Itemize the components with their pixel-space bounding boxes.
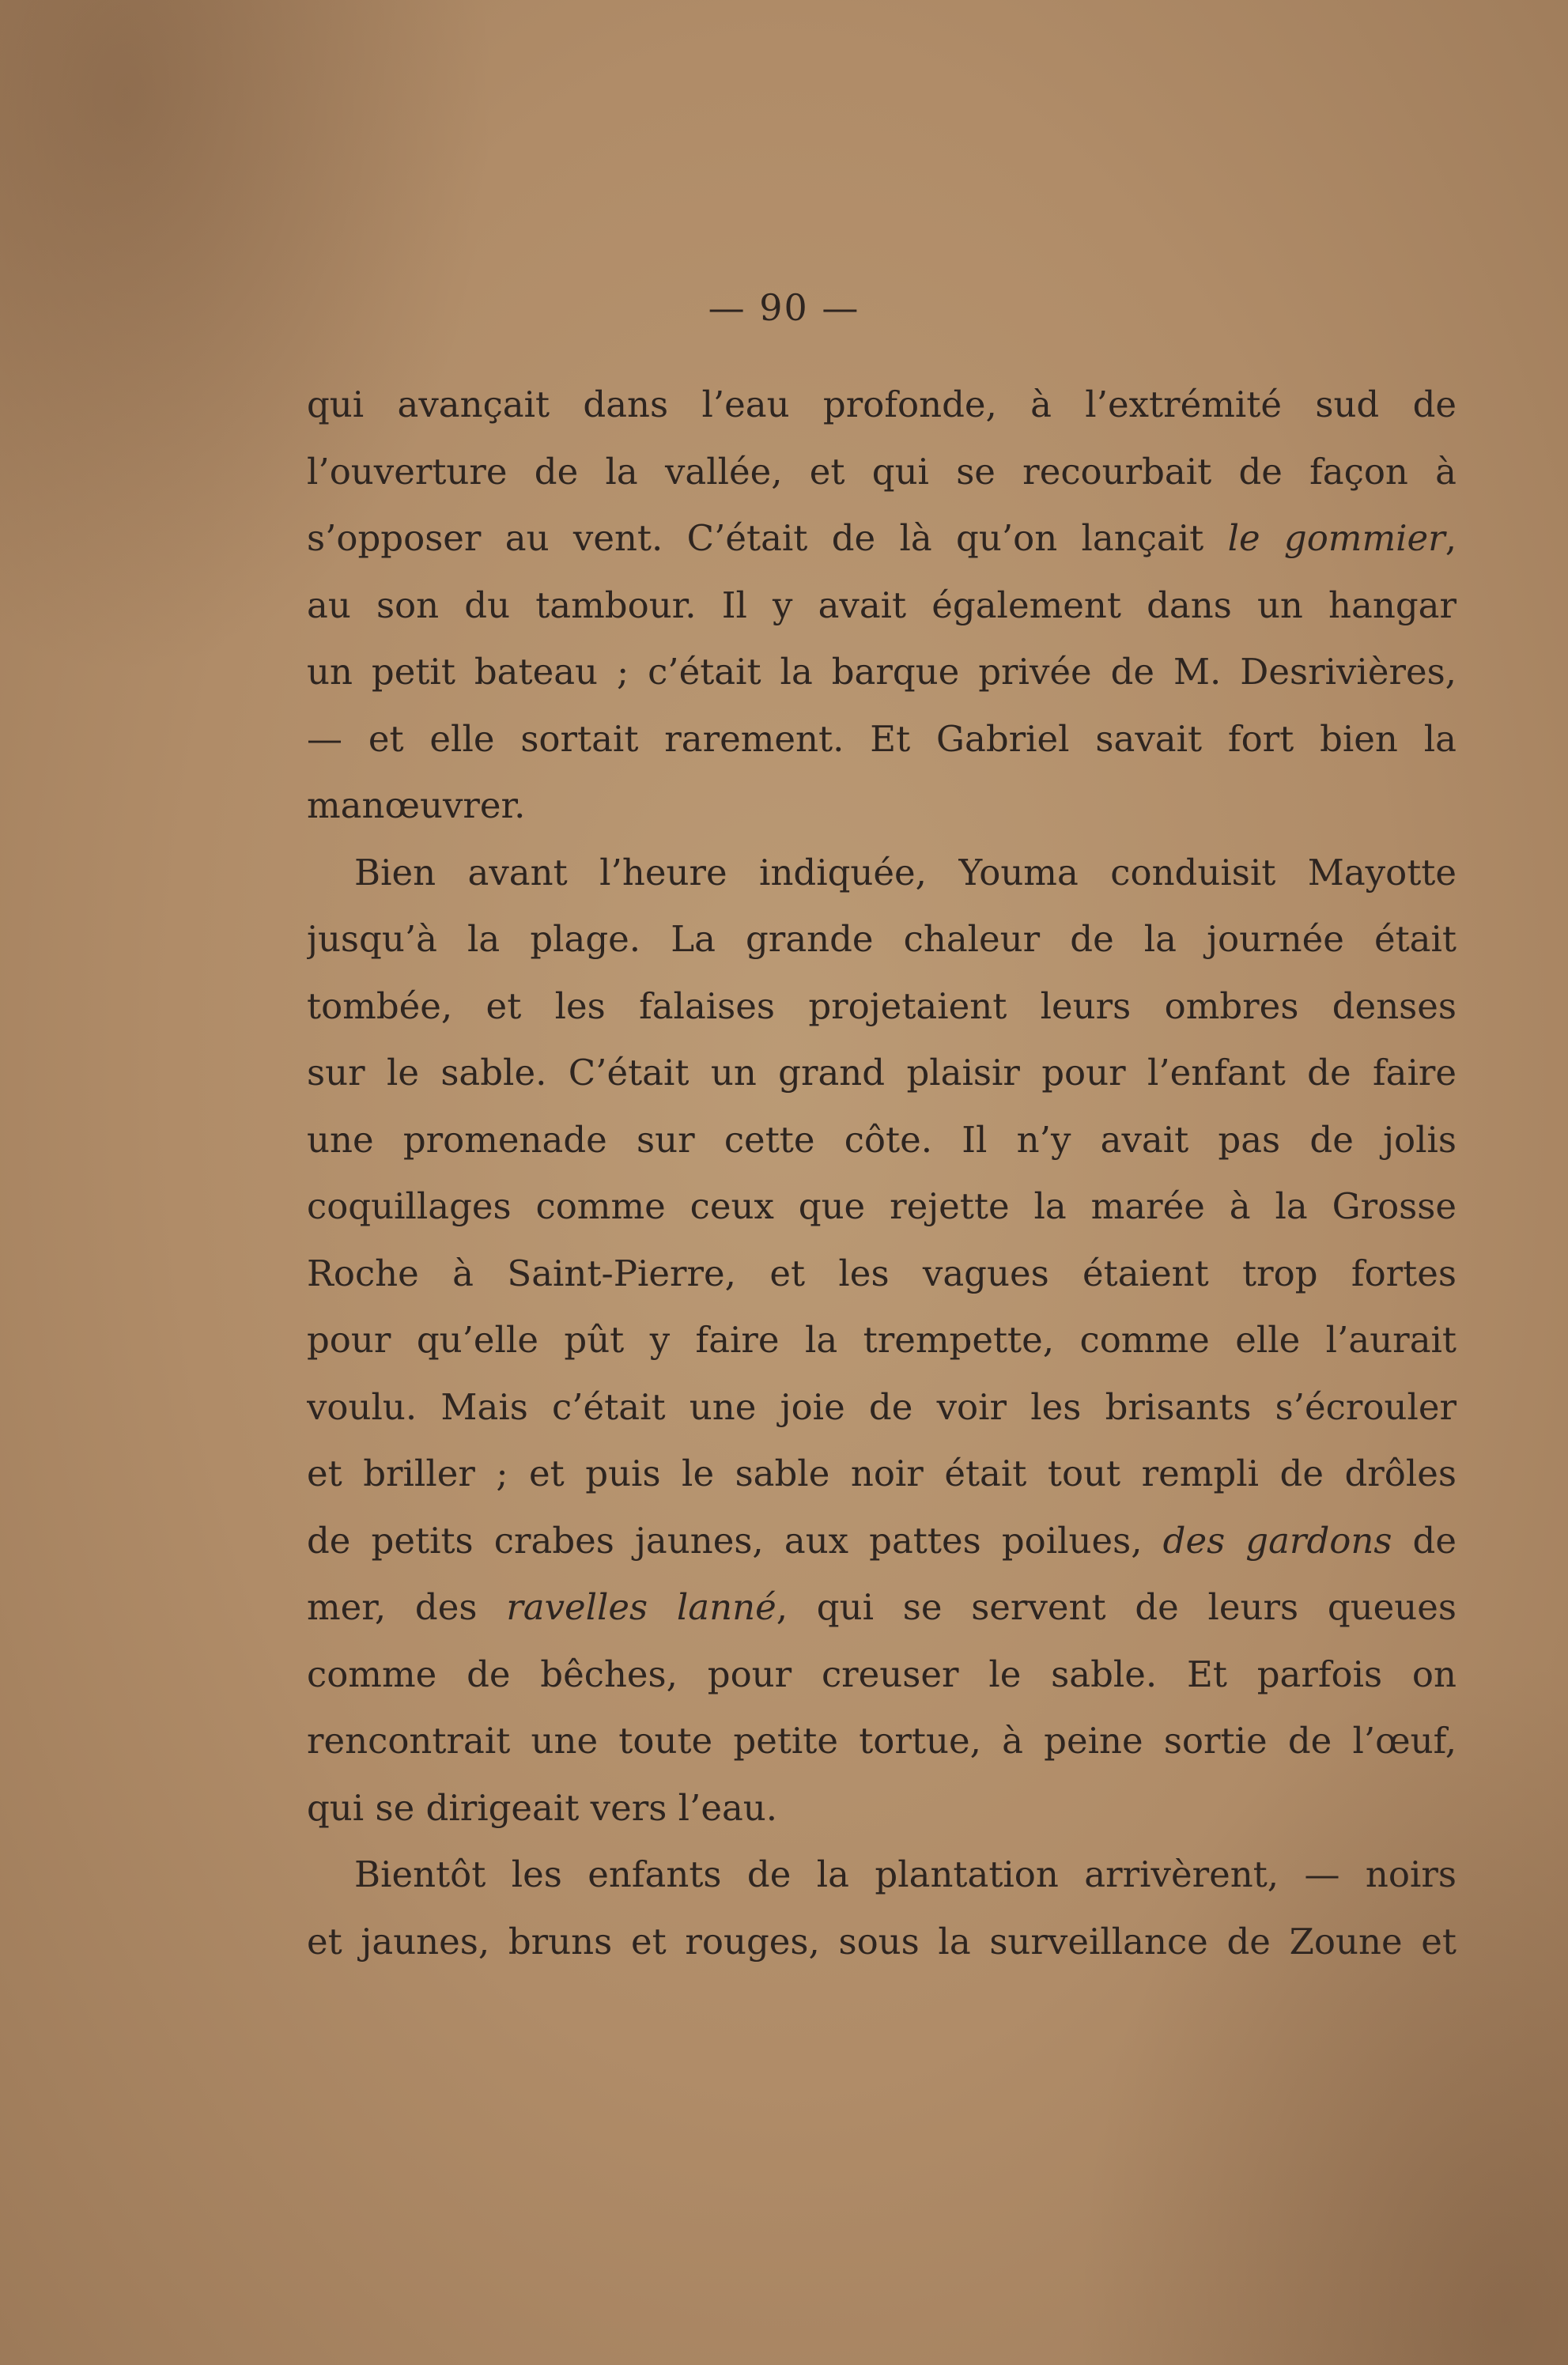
text-fragment: de petits crabes jaunes, aux pattes poilues, [307,1519,1163,1562]
text-line: voulu. Mais c’était une joie de voir les brisants s’écrouler [307,1385,1457,1428]
italic-term: le gommier [1227,517,1445,559]
text-line [307,1508,1457,1575]
text-line: une promenade sur cette côte. Il n’y avait pas de jolis [307,1118,1457,1161]
text-fragment: , qui se servent de leurs queues [776,1586,1457,1628]
text-line: qui avançait dans l’eau profonde, à l’extrémité sud de [307,383,1457,425]
text-line: rencontrait une toute petite tortue, à peine sortie de l’œuf, [307,1720,1457,1762]
text-line: et briller ; et puis le sable noir était tout rempli de drôles [307,1453,1457,1494]
body-text [307,372,1457,1975]
text-fragment: de [1392,1519,1457,1562]
text-line: l’ouverture de la vallée, et qui se recourbait de façon à [307,450,1457,493]
italic-term: des gardons [1162,1519,1392,1562]
text-line [307,1574,1457,1642]
text-line: coquillages comme ceux que rejette la marée à la Grosse [307,1185,1457,1227]
text-line: Bien avant l’heure indiquée, Youma conduisit Mayotte [354,851,1457,893]
text-fragment: s’opposer au vent. C’était de là qu’on lançait [307,517,1228,559]
italic-term: ravelles lanné [506,1586,776,1628]
text-line: — et elle sortait rarement. Et Gabriel savait fort bien la [307,717,1457,760]
text-line: et jaunes, bruns et rouges, sous la surveillance de Zoune et [307,1920,1457,1963]
text-fragment: , [1445,517,1457,559]
text-line: manœuvrer. [307,784,526,826]
page-number: — 90 — [708,286,860,329]
text-line: comme de bêches, pour creuser le sable. Et parfois on [307,1653,1457,1695]
text-line: qui se dirigeait vers l’eau. [307,1786,778,1829]
text-line: au son du tambour. Il y avait également dans un hangar [307,584,1457,626]
text-line: jusqu’à la plage. La grande chaleur de la journée était [307,918,1457,960]
text-line: sur le sable. C’était un grand plaisir pour l’enfant de faire [307,1052,1457,1094]
text-line: tombée, et les falaises projetaient leurs ombres denses [307,984,1457,1027]
text-fragment: mer, des [307,1586,507,1628]
text-line: pour qu’elle pût y faire la trempette, comme elle l’aurait [307,1319,1457,1361]
text-line: un petit bateau ; c’était la barque privée de M. Desrivières, [307,651,1457,693]
text-line: Bientôt les enfants de la plantation arrivèrent, — noirs [354,1853,1457,1895]
text-line [307,505,1457,572]
text-line: Roche à Saint-Pierre, et les vagues étaient trop fortes [307,1252,1457,1294]
